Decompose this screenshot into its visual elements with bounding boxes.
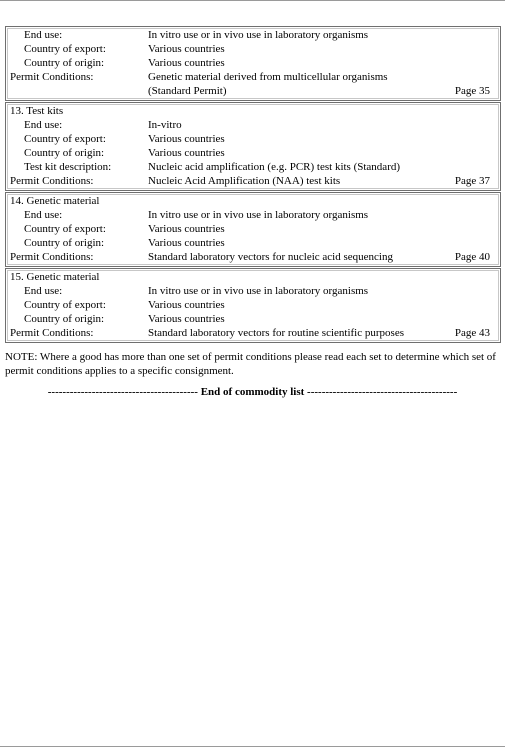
page-reference-link[interactable]: Page 40 (454, 251, 490, 263)
label-country-of-export: Country of export: (24, 133, 106, 145)
block-title-row (6, 104, 500, 118)
row-permit-conditions (6, 70, 500, 84)
value-end-use: In vitro use or in vivo use in laboratory organisms (148, 29, 369, 41)
row-end-use (6, 118, 500, 132)
block-title-row (6, 270, 500, 284)
value-country-of-export: Various countries (148, 133, 225, 145)
row-country-of-origin (6, 56, 500, 70)
commodity-block-12-continued (5, 26, 501, 101)
row-permit-conditions-cont (6, 84, 500, 98)
label-country-of-export: Country of export: (24, 43, 106, 55)
label-end-use: End use: (24, 209, 63, 221)
value-permit-conditions: Nucleic Acid Amplification (NAA) test kits (148, 175, 341, 187)
page-reference-link[interactable]: Page 43 (454, 327, 490, 339)
label-end-use: End use: (24, 285, 63, 297)
label-country-of-export: Country of export: (24, 223, 106, 235)
commodity-block-14 (5, 192, 501, 267)
commodity-block-13 (5, 102, 501, 191)
label-test-kit-description: Test kit description: (24, 161, 112, 173)
label-permit-conditions: Permit Conditions: (10, 71, 94, 83)
row-country-of-origin (6, 236, 500, 250)
commodity-block-15 (5, 268, 501, 343)
label-permit-conditions: Permit Conditions: (10, 251, 94, 263)
end-of-list-marker: ----------------------------------------- End of commodity list ----------------------------------------- (47, 386, 458, 398)
value-permit-conditions: Standard laboratory vectors for nucleic acid sequencing (148, 251, 393, 263)
label-country-of-origin: Country of origin: (24, 57, 105, 69)
value-end-use: In-vitro (148, 119, 182, 131)
label-country-of-origin: Country of origin: (24, 313, 105, 325)
row-end-use (6, 208, 500, 222)
note-paragraph: NOTE: Where a good has more than one set of permit conditions please read each set to determine which set of permit conditions applies to a specific consignment. (5, 351, 496, 377)
row-country-of-origin (6, 146, 500, 160)
label-permit-conditions: Permit Conditions: (10, 327, 94, 339)
bottom-rule (0, 746, 505, 747)
value-country-of-export: Various countries (148, 43, 225, 55)
value-test-kit-description: Nucleic acid amplification (e.g. PCR) test kits (Standard) (148, 161, 401, 173)
value-permit-conditions: Genetic material derived from multicellular organisms (148, 71, 388, 83)
label-country-of-origin: Country of origin: (24, 147, 105, 159)
label-end-use: End use: (24, 119, 63, 131)
label-country-of-export: Country of export: (24, 299, 106, 311)
top-rule (0, 0, 505, 1)
value-end-use: In vitro use or in vivo use in laboratory organisms (148, 209, 369, 221)
row-permit-conditions (6, 174, 500, 188)
row-country-of-export (6, 298, 500, 312)
block-title-row (6, 194, 500, 208)
row-end-use (6, 284, 500, 298)
page-reference-link[interactable]: Page 37 (454, 175, 490, 187)
page-reference-link[interactable]: Page 35 (454, 85, 490, 97)
value-country-of-export: Various countries (148, 223, 225, 235)
label-end-use: End use: (24, 29, 63, 41)
row-country-of-export (6, 42, 500, 56)
value-country-of-export: Various countries (148, 299, 225, 311)
row-end-use (6, 28, 500, 42)
label-permit-conditions: Permit Conditions: (10, 175, 94, 187)
block-title: 14. Genetic material (10, 195, 100, 207)
value-end-use: In vitro use or in vivo use in laboratory organisms (148, 285, 369, 297)
row-test-kit-description (6, 160, 500, 174)
value-permit-conditions-cont: (Standard Permit) (148, 85, 227, 97)
row-country-of-export (6, 132, 500, 146)
row-permit-conditions (6, 326, 500, 340)
value-country-of-origin: Various countries (148, 147, 225, 159)
value-permit-conditions: Standard laboratory vectors for routine scientific purposes (148, 327, 404, 339)
value-country-of-origin: Various countries (148, 57, 225, 69)
block-title: 13. Test kits (10, 105, 64, 117)
label-country-of-origin: Country of origin: (24, 237, 105, 249)
row-permit-conditions (6, 250, 500, 264)
row-country-of-origin (6, 312, 500, 326)
value-country-of-origin: Various countries (148, 237, 225, 249)
row-country-of-export (6, 222, 500, 236)
value-country-of-origin: Various countries (148, 313, 225, 325)
block-title: 15. Genetic material (10, 271, 100, 283)
